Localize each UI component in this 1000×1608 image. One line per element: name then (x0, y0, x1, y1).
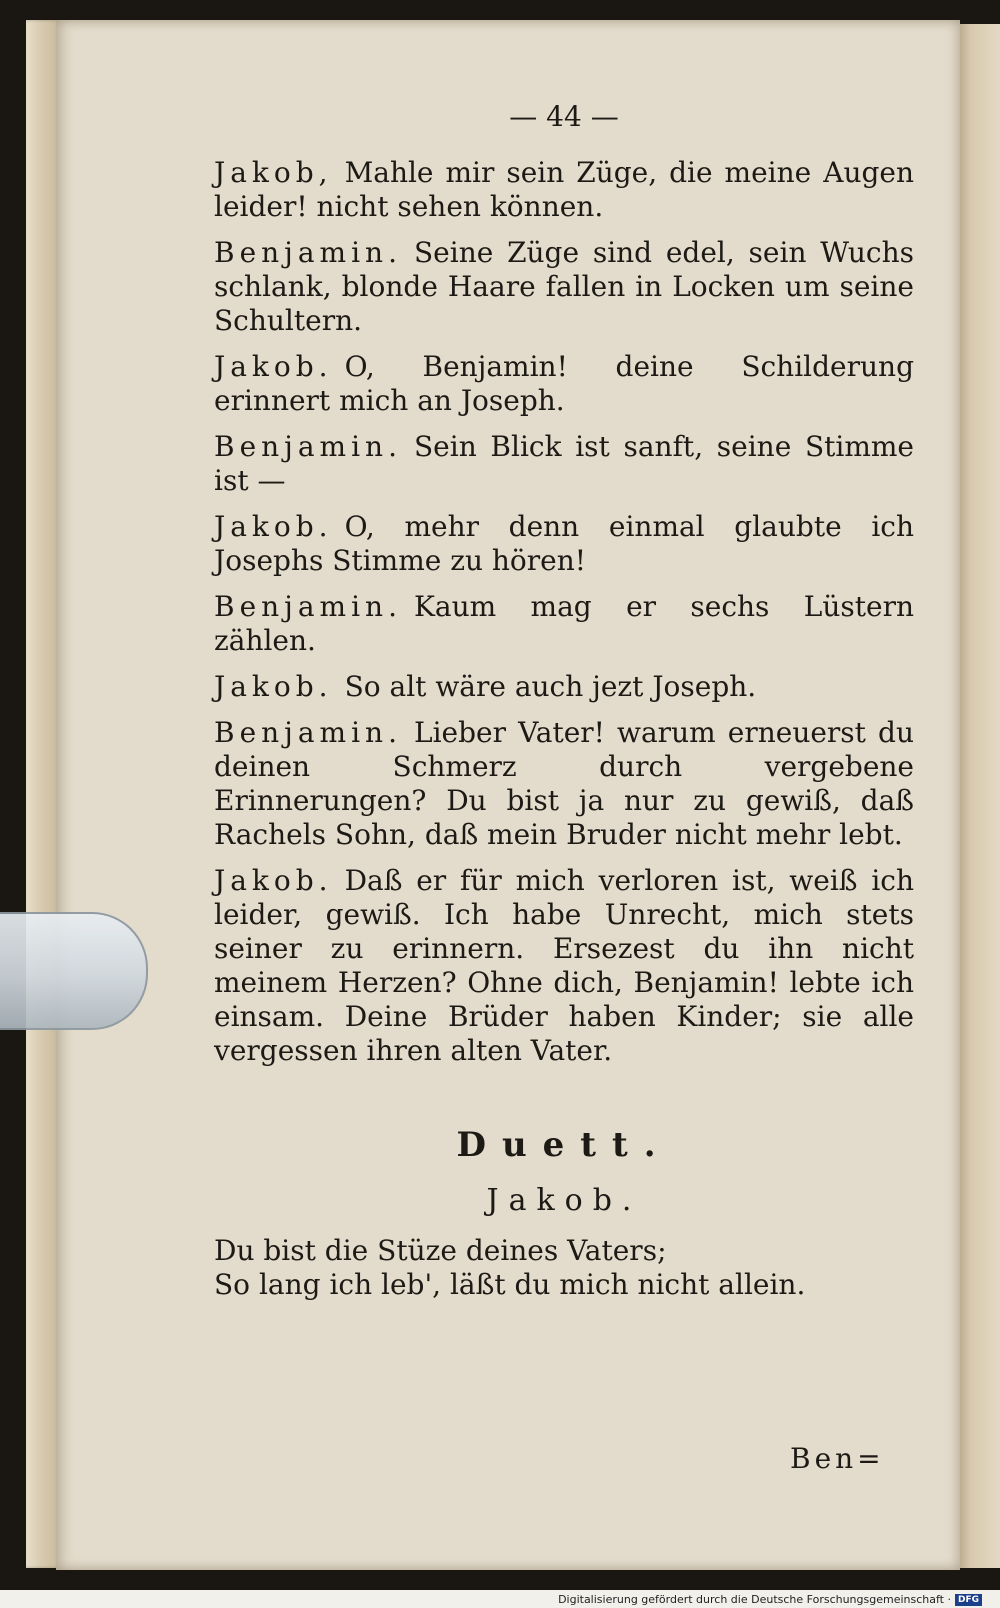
dialogue-text: Sein Blick ist sanft, seine Stimme ist — (214, 430, 914, 497)
dialogue-entry (214, 716, 914, 852)
duett-speaker: Jakob. (486, 1183, 642, 1218)
digitization-footer (558, 1593, 982, 1606)
dialogue-text: O, mehr denn einmal glaubte ich Josephs Stimme zu hören! (214, 510, 914, 577)
catchword: Ben= (790, 1442, 885, 1475)
dialogue-text: Mahle mir sein Züge, die meine Augen leider! nicht sehen können. (214, 156, 914, 223)
speaker-name: Jakob. (214, 350, 333, 383)
speaker-name: Benjamin. (214, 590, 402, 623)
footer-text: Digitalisierung gefördert durch die Deutsche Forschungsgemeinschaft · (558, 1593, 951, 1606)
dialogue-entry (214, 510, 914, 578)
dialogue-entry (214, 864, 914, 1068)
page-clip (0, 912, 148, 1030)
speaker-name: Jakob. (214, 864, 333, 897)
dialogue-text: Lieber Vater! warum erneuerst du deinen Schmerz durch vergebene Erinnerungen? Du bist ja nur zu gewiß, daß Rachels Sohn, daß mein Bruder nicht mehr lebt. (214, 716, 914, 851)
dialogue-entries (214, 156, 914, 1068)
verse-line: Du bist die Stüze deines Vaters; (214, 1234, 667, 1267)
dialogue-text: O, Benjamin! deine Schilderung erinnert mich an Joseph. (214, 350, 914, 417)
book-edge-right (958, 24, 1000, 1568)
dfg-logo-icon: DFG (955, 1594, 982, 1606)
book-edge-left (26, 20, 60, 1568)
dialogue-entry (214, 236, 914, 338)
dialogue-entry (214, 590, 914, 658)
page-number: — 44 — (509, 100, 619, 133)
speaker-name: Benjamin. (214, 430, 402, 463)
speaker-name: Jakob. (214, 670, 333, 703)
speaker-name: Jakob, (214, 156, 333, 189)
dialogue-text: Kaum mag er sechs Lüstern zählen. (214, 590, 914, 657)
speaker-name: Jakob. (214, 510, 333, 543)
dialogue-entry (214, 430, 914, 498)
dialogue-text: Seine Züge sind edel, sein Wuchs schlank, blonde Haare fallen in Locken um seine Schultern. (214, 236, 914, 337)
speaker-name: Benjamin. (214, 716, 402, 749)
verse-line: So lang ich leb', läßt du mich nicht allein. (214, 1268, 806, 1301)
duett-heading: Duett. (456, 1125, 672, 1165)
dialogue-entry (214, 156, 914, 224)
page-text (214, 100, 914, 1302)
dialogue-text: So alt wäre auch jezt Joseph. (344, 670, 757, 703)
dialogue-entry (214, 350, 914, 418)
dialogue-text: Daß er für mich verloren ist, weiß ich leider, gewiß. Ich habe Unrecht, mich stets seiner zu erinnern. Ersezest du ihn nicht meinem Herzen? Ohne dich, Benjamin! lebte ich einsam. Deine Brüder haben Kinder; sie alle vergessen ihren alten Vater. (214, 864, 914, 1067)
speaker-name: Benjamin. (214, 236, 402, 269)
dialogue-entry (214, 670, 914, 704)
